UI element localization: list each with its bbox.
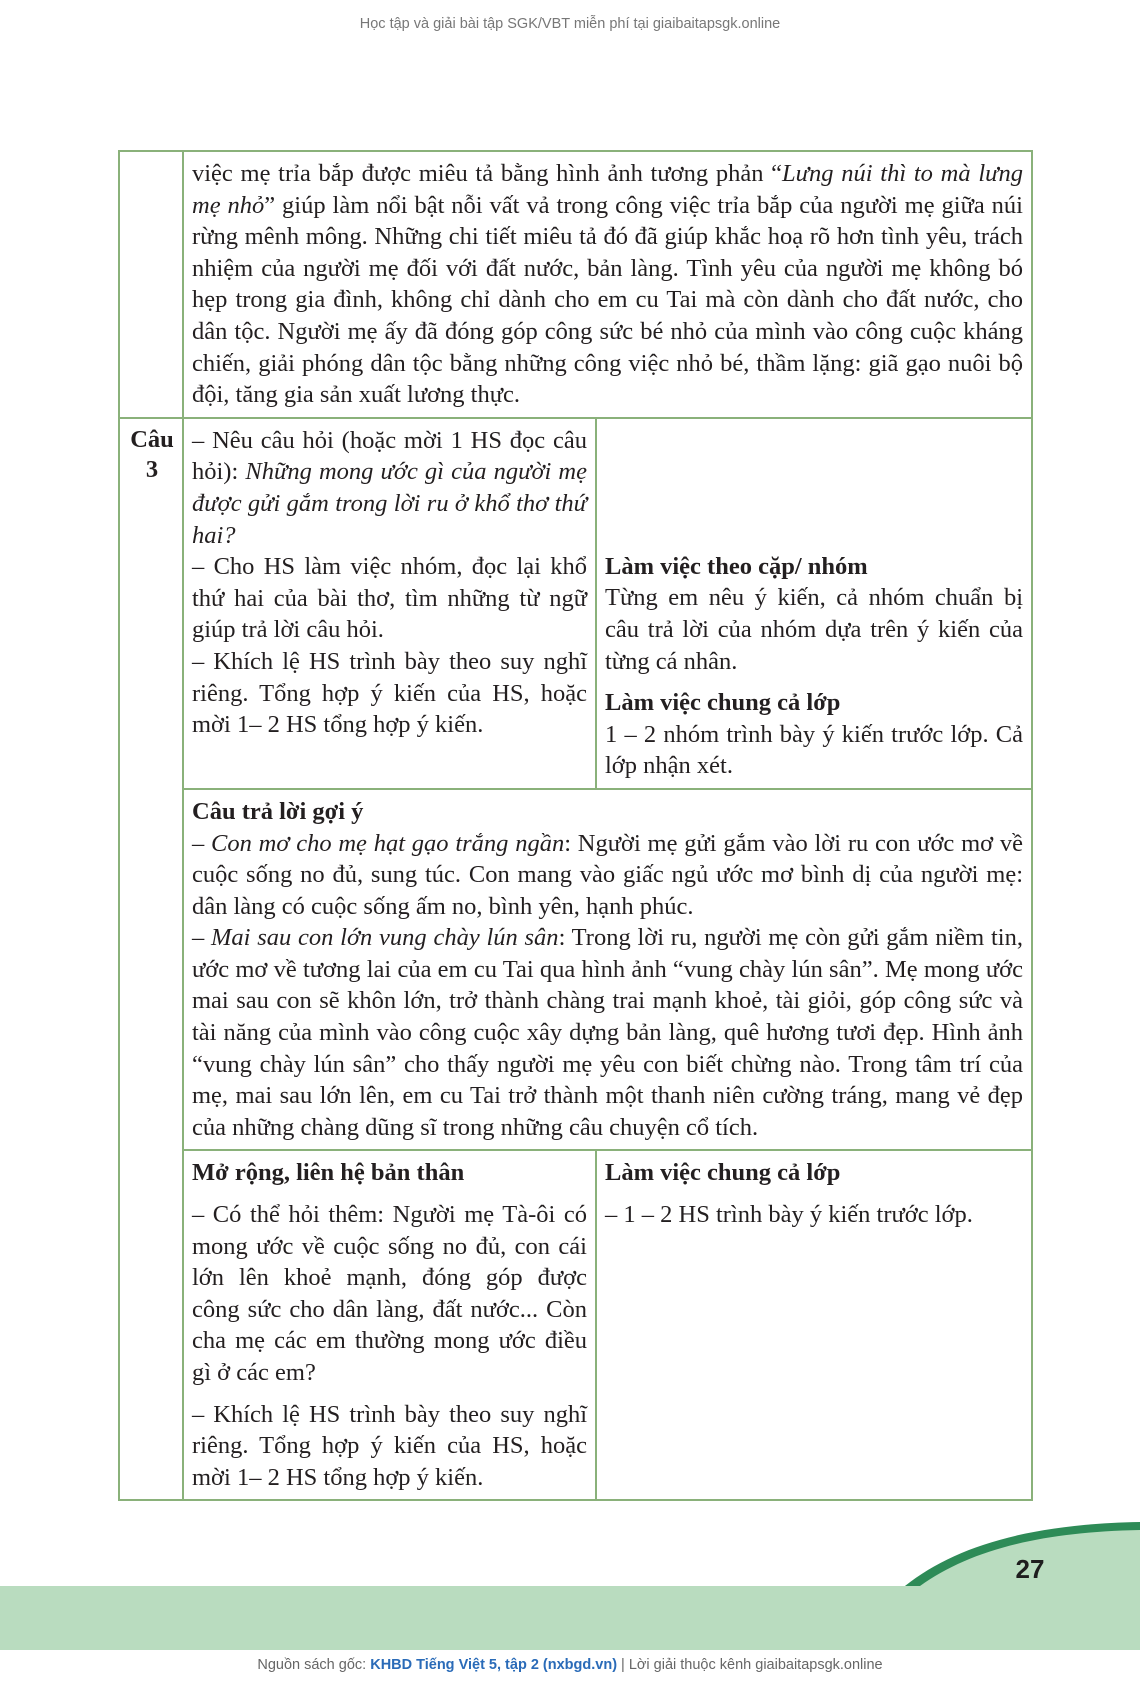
continuation-text-pre: việc mẹ trỉa bắp được miêu tả bằng hình ảnh tương phản “ <box>192 160 783 187</box>
student-text-class-work: 1 – 2 nhóm trình bày ý kiến trước lớp. Cả lớp nhận xét. <box>605 720 1023 780</box>
student-activity-cell <box>596 418 1032 789</box>
teacher-question <box>192 425 587 551</box>
page-decoration-swoosh <box>0 1520 1140 1650</box>
lesson-plan-table <box>118 150 1033 1501</box>
header-note: Học tập và giải bài tập SGK/VBT miễn phí tại giaibaitapsgk.online <box>359 16 781 32</box>
answer-1-text: : Người mẹ gửi gắm vào lời ru con ước mơ về cuộc sống no đủ, sung túc. Con mang vào giấc ngủ ước mơ bình dị của người mẹ: dân làng có cuộc sống ấm no, bình yên, hạnh phúc. <box>192 829 1023 920</box>
footer-band <box>0 1586 1140 1650</box>
footer-source-link[interactable]: KHBD Tiếng Việt 5, tập 2 (nxbgd.vn) <box>370 1657 618 1673</box>
student-text-pair-work: Từng em nêu ý kiến, cả nhóm chuẩn bị câu trả lời của nhóm dựa trên ý kiến của từng cá nhân. <box>605 584 1023 675</box>
answer-1-quote: – Con mơ cho mẹ hạt gạo trắng ngần <box>192 829 565 857</box>
student-spacer <box>605 425 1023 551</box>
footer-suffix: | Lời giải thuộc kênh giaibaitapsgk.online <box>617 1657 883 1673</box>
teacher-step-group-work: – Cho HS làm việc nhóm, đọc lại khổ thứ hai của bài thơ, tìm những từ ngữ giúp trả lời câu hỏi. <box>192 553 587 644</box>
suggested-answer-heading: Câu trả lời gợi ý <box>192 797 364 825</box>
question-label <box>119 418 183 1501</box>
extension-encourage: – Khích lệ HS trình bày theo suy nghĩ riêng. Tổng hợp ý kiến của HS, hoặc mời 1– 2 HS tổng hợp ý kiến. <box>192 1400 587 1491</box>
extension-student-heading: Làm việc chung cả lớp <box>605 1159 841 1187</box>
question-label-text: Câu 3 <box>130 425 174 483</box>
teacher-question-prefix: – Nêu câu hỏi (hoặc mời 1 HS đọc câu hỏi): <box>192 426 587 486</box>
continuation-quote: Lưng núi thì to mà lưng mẹ nhỏ <box>192 160 1023 219</box>
suggested-answer-cell <box>183 789 1032 1151</box>
table-row-continuation <box>119 151 1032 418</box>
suggested-answer-part-2 <box>192 922 1023 1143</box>
table-row-suggested-answer <box>119 789 1032 1151</box>
extension-student-cell <box>596 1150 1032 1500</box>
suggested-answer-part-1 <box>192 828 1023 923</box>
extension-teacher-cell <box>183 1150 596 1500</box>
teacher-activity-cell <box>183 418 596 789</box>
page-number: 27 <box>1015 1554 1045 1584</box>
row-label-empty <box>119 151 183 418</box>
footer-note <box>0 1657 1140 1673</box>
extension-question: – Có thể hỏi thêm: Người mẹ Tà-ôi có mong ước về cuộc sống no đủ, con cái lớn lên khoẻ mạnh, đóng góp được công sức cho dân làng, đất nước... Còn cha mẹ các em thường mong ước điều gì ở các em? <box>192 1201 587 1386</box>
extension-heading: Mở rộng, liên hệ bản thân <box>192 1159 465 1187</box>
table-row-question-3 <box>119 418 1032 789</box>
extension-student-text: – 1 – 2 HS trình bày ý kiến trước lớp. <box>605 1201 973 1229</box>
teacher-step-encourage: – Khích lệ HS trình bày theo suy nghĩ riêng. Tổng hợp ý kiến của HS, hoặc mời 1– 2 HS tổng hợp ý kiến. <box>192 647 587 739</box>
student-heading-class-work: Làm việc chung cả lớp <box>605 689 841 717</box>
continuation-cell <box>183 151 1032 418</box>
student-heading-pair-work: Làm việc theo cặp/ nhóm <box>605 552 868 580</box>
answer-2-text: : Trong lời ru, người mẹ còn gửi gắm niềm tin, ước mơ về tương lai của em cu Tai qua hình ảnh “vung chày lún sân”. Mẹ mong ước mai sau con sẽ khôn lớn, trở thành chàng trai mạnh khoẻ, tài giỏi, góp công sức và tài năng của mình vào công cuộc xây dựng bản làng, quê hương tươi đẹp. Hình ảnh “vung chày lún sân” cho thấy người mẹ yêu con biết chừng nào. Trong tâm trí của mẹ, mai sau lớn lên, em cu Tai trở thành một thanh niên cường tráng, mang vẻ đẹp của những chàng dũng sĩ trong những câu chuyện cổ tích. <box>192 924 1023 1141</box>
teacher-question-italic: Những mong ước gì của người mẹ được gửi gắm trong lời ru ở khổ thơ thứ hai? <box>192 458 587 549</box>
continuation-text-post: ” giúp làm nổi bật nỗi vất vả trong công việc trỉa bắp của người mẹ giữa núi rừng mênh mông. Những chi tiết miêu tả đó đã giúp khắc hoạ rõ hơn tình yêu, trách nhiệm của người mẹ đối với đất nước, bản làng. Tình yêu của người mẹ không bó hẹp trong gia đình, không chỉ dành cho em cu Tai mà còn dành cho đất nước, cho dân tộc. Người mẹ ấy đã đóng góp công sức bé nhỏ của mình vào công cuộc kháng chiến, giải phóng dân tộc bằng những công việc nhỏ bé, thầm lặng: giã gạo nuôi bộ đội, tăng gia sản xuất lương thực. <box>192 191 1023 409</box>
table-row-extension <box>119 1150 1032 1500</box>
answer-2-quote: – Mai sau con lớn vung chày lún sân <box>192 924 559 952</box>
footer-prefix: Nguồn sách gốc: <box>257 1657 371 1673</box>
